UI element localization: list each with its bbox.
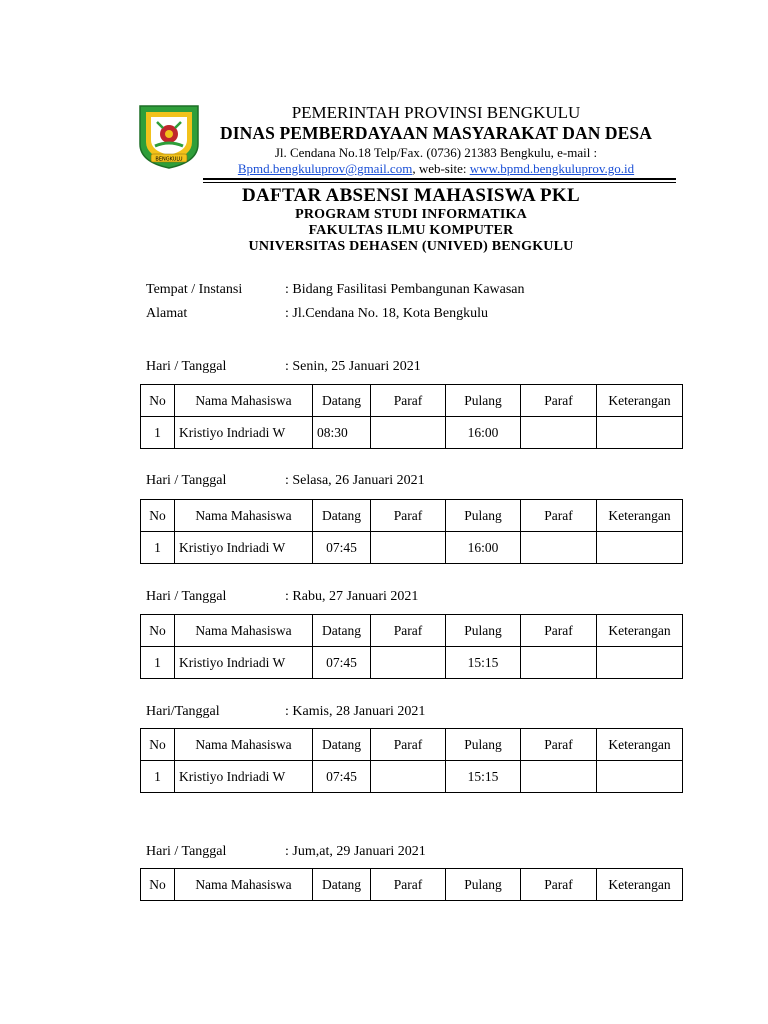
header-sign: Paraf <box>521 615 597 647</box>
header-no: No <box>141 615 175 647</box>
header-note: Keterangan <box>597 615 683 647</box>
day-date-row <box>146 359 421 375</box>
header-note: Keterangan <box>597 385 683 417</box>
header-no: No <box>141 869 175 901</box>
table-header-row <box>141 385 683 417</box>
cell-in: 07:45 <box>313 761 371 793</box>
study-program: PROGRAM STUDI INFORMATIKA <box>295 207 527 222</box>
header-in: Datang <box>313 729 371 761</box>
day-date: : Senin, 25 Januari 2021 <box>285 359 421 374</box>
header-out: Pulang <box>446 385 521 417</box>
day-date-row <box>146 704 425 720</box>
header-sign: Paraf <box>371 615 446 647</box>
cell-note <box>597 532 683 564</box>
address-value: : Jl.Cendana No. 18, Kota Bengkulu <box>285 306 488 321</box>
cell-in: 07:45 <box>313 532 371 564</box>
cell-sign <box>521 417 597 449</box>
cell-no: 1 <box>141 647 175 679</box>
header-sign: Paraf <box>371 869 446 901</box>
day-label: Hari / Tanggal <box>146 844 227 859</box>
place-row <box>146 282 525 298</box>
website-label: , web-site: <box>412 161 470 176</box>
header-sign: Paraf <box>371 729 446 761</box>
cell-no: 1 <box>141 417 175 449</box>
table-row <box>141 647 683 679</box>
header-out: Pulang <box>446 615 521 647</box>
letterhead-rule-thin <box>203 182 676 183</box>
header-name: Nama Mahasiswa <box>175 869 313 901</box>
cell-name: Kristiyo Indriadi W <box>175 761 313 793</box>
attendance-table <box>140 868 683 901</box>
day-date-row <box>146 589 418 605</box>
website-link[interactable]: www.bpmd.bengkuluprov.go.id <box>469 161 635 176</box>
header-sign: Paraf <box>371 500 446 532</box>
table-header-row <box>141 500 683 532</box>
header-out: Pulang <box>446 500 521 532</box>
header-name: Nama Mahasiswa <box>175 500 313 532</box>
cell-sign <box>371 647 446 679</box>
day-date-row <box>146 473 425 489</box>
table-header-row <box>141 729 683 761</box>
cell-no: 1 <box>141 532 175 564</box>
header-sign: Paraf <box>521 729 597 761</box>
day-date: : Jum,at, 29 Januari 2021 <box>285 844 426 859</box>
table-header-row <box>141 615 683 647</box>
cell-name: Kristiyo Indriadi W <box>175 647 313 679</box>
address-row <box>146 306 488 322</box>
header-name: Nama Mahasiswa <box>175 385 313 417</box>
cell-sign <box>371 532 446 564</box>
table-header-row <box>141 869 683 901</box>
day-label: Hari/Tanggal <box>146 704 220 719</box>
cell-sign <box>371 417 446 449</box>
day-label: Hari / Tanggal <box>146 473 227 488</box>
header-no: No <box>141 385 175 417</box>
header-no: No <box>141 500 175 532</box>
cell-sign <box>521 532 597 564</box>
attendance-table <box>140 614 683 679</box>
cell-note <box>597 647 683 679</box>
header-out: Pulang <box>446 869 521 901</box>
cell-sign <box>521 647 597 679</box>
header-sign: Paraf <box>521 500 597 532</box>
place-label: Tempat / Instansi <box>146 282 243 297</box>
cell-name: Kristiyo Indriadi W <box>175 532 313 564</box>
cell-sign <box>371 761 446 793</box>
header-note: Keterangan <box>597 500 683 532</box>
province-emblem-icon <box>137 104 201 170</box>
email-link[interactable]: Bpmd.bengkuluprov@gmail.com <box>237 161 413 176</box>
attendance-table <box>140 728 683 793</box>
cell-out: 16:00 <box>446 417 521 449</box>
agency-name: DINAS PEMBERDAYAAN MASYARAKAT DAN DESA <box>220 123 652 143</box>
cell-out: 16:00 <box>446 532 521 564</box>
cell-in: 07:45 <box>313 647 371 679</box>
agency-address: Jl. Cendana No.18 Telp/Fax. (0736) 21383 Bengkulu, e-mail : <box>274 145 598 160</box>
cell-note <box>597 761 683 793</box>
day-date: : Selasa, 26 Januari 2021 <box>285 473 425 488</box>
letterhead <box>196 103 676 177</box>
letterhead-rule-thick <box>203 178 676 180</box>
day-date: : Kamis, 28 Januari 2021 <box>285 704 426 719</box>
header-sign: Paraf <box>521 869 597 901</box>
header-out: Pulang <box>446 729 521 761</box>
table-row <box>141 417 683 449</box>
header-in: Datang <box>313 385 371 417</box>
header-sign: Paraf <box>371 385 446 417</box>
cell-in: 08:30 <box>313 417 371 449</box>
cell-name: Kristiyo Indriadi W <box>175 417 313 449</box>
attendance-table <box>140 384 683 449</box>
header-in: Datang <box>313 615 371 647</box>
day-label: Hari / Tanggal <box>146 589 227 604</box>
cell-out: 15:15 <box>446 761 521 793</box>
header-note: Keterangan <box>597 869 683 901</box>
faculty-name: FAKULTAS ILMU KOMPUTER <box>308 223 514 238</box>
header-name: Nama Mahasiswa <box>175 615 313 647</box>
day-date-row <box>146 844 426 860</box>
header-name: Nama Mahasiswa <box>175 729 313 761</box>
header-no: No <box>141 729 175 761</box>
university-name: UNIVERSITAS DEHASEN (UNIVED) BENGKULU <box>248 239 574 254</box>
table-row <box>141 761 683 793</box>
address-label: Alamat <box>146 306 188 321</box>
agency-contacts <box>196 161 676 177</box>
attendance-table <box>140 499 683 564</box>
header-note: Keterangan <box>597 729 683 761</box>
table-row <box>141 532 683 564</box>
place-value: : Bidang Fasilitasi Pembangunan Kawasan <box>285 282 525 297</box>
day-label: Hari / Tanggal <box>146 359 227 374</box>
document-title: DAFTAR ABSENSI MAHASISWA PKL <box>242 185 580 206</box>
header-in: Datang <box>313 500 371 532</box>
day-date: : Rabu, 27 Januari 2021 <box>285 589 419 604</box>
cell-sign <box>521 761 597 793</box>
cell-out: 15:15 <box>446 647 521 679</box>
government-name: PEMERINTAH PROVINSI BENGKULU <box>291 103 581 122</box>
document-title-block <box>140 185 682 255</box>
cell-note <box>597 417 683 449</box>
header-in: Datang <box>313 869 371 901</box>
cell-no: 1 <box>141 761 175 793</box>
logo-ribbon-text: BENGKULU <box>155 156 183 163</box>
header-sign: Paraf <box>521 385 597 417</box>
